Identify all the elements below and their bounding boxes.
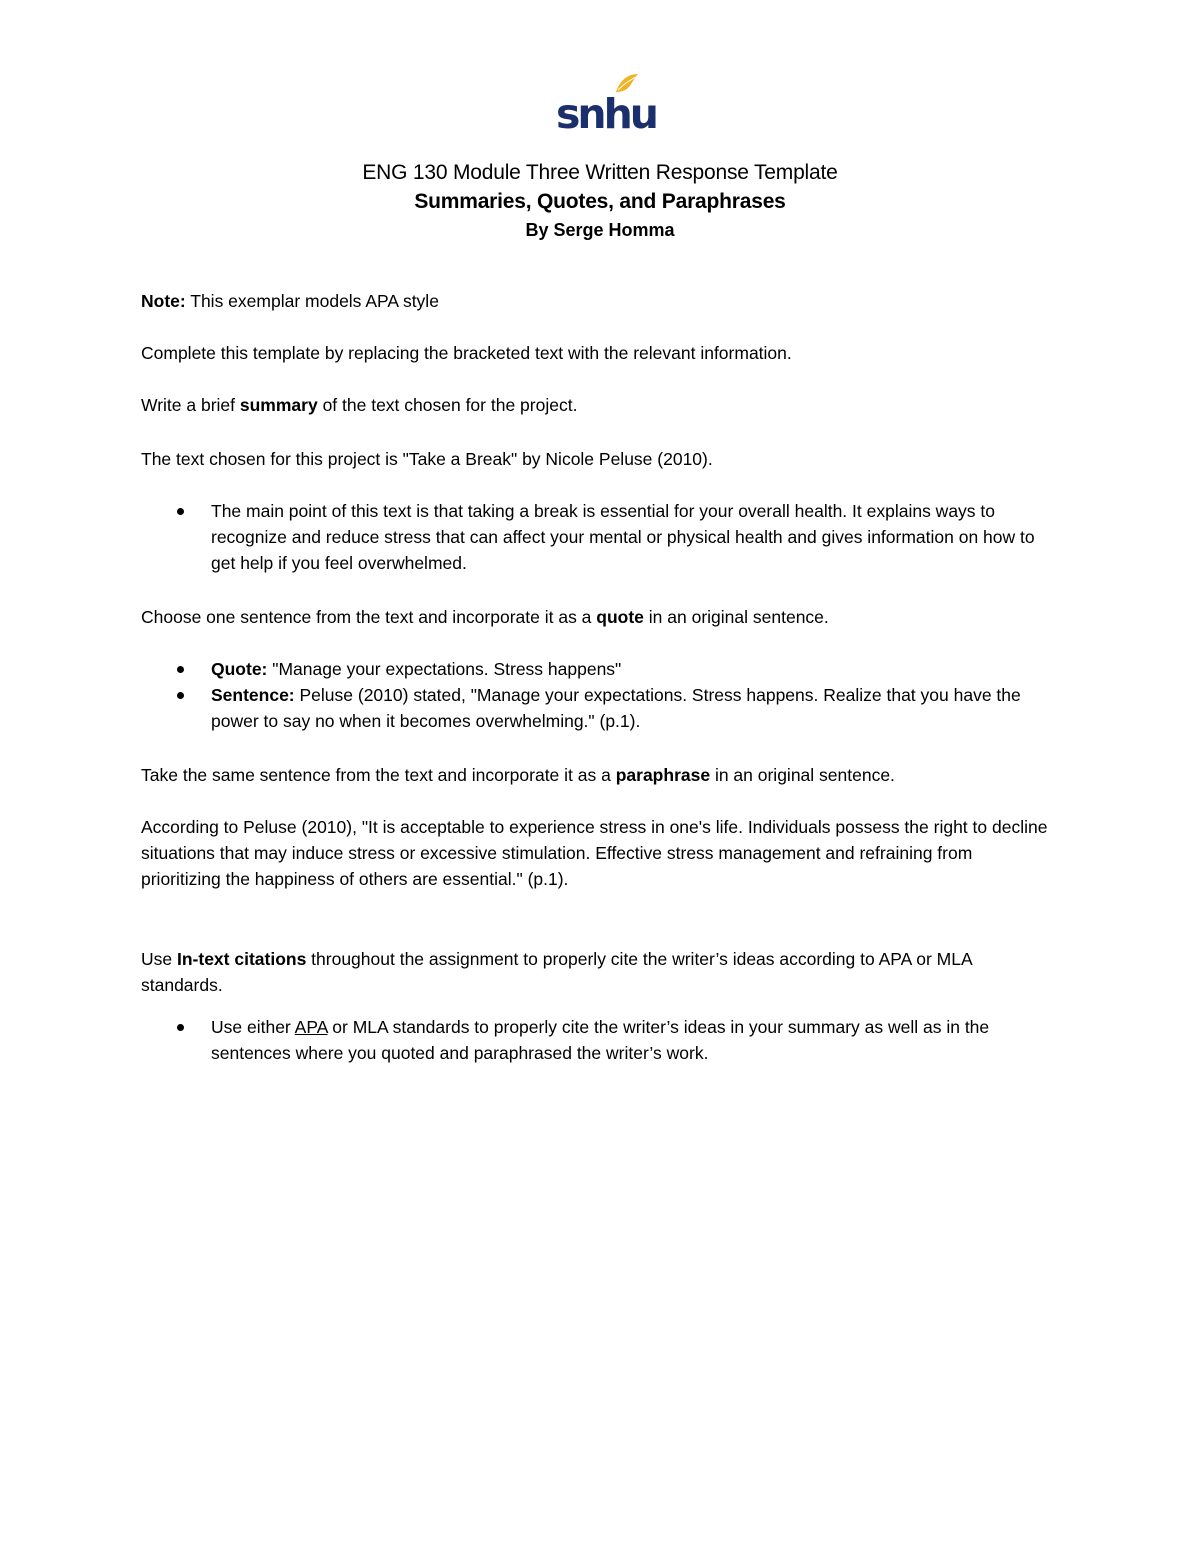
paraphrase-instruction-post: in an original sentence. — [710, 765, 895, 785]
bullet-icon — [177, 692, 184, 699]
paraphrase-instruction — [141, 762, 1051, 788]
document-subtitle: Summaries, Quotes, and Paraphrases — [414, 190, 786, 213]
chosen-text-line: The text chosen for this project is "Take a Break" by Nicole Peluse (2010). — [141, 449, 713, 469]
list-item — [141, 682, 1051, 734]
paraphrase-keyword: paraphrase — [615, 765, 711, 785]
citation-instruction — [141, 946, 1051, 998]
summary-instruction-pre: Write a brief — [141, 395, 240, 415]
note-line — [141, 288, 1051, 314]
document-title: ENG 130 Module Three Written Response Template — [362, 161, 838, 184]
quote-keyword: quote — [596, 607, 644, 627]
sentence-label: Sentence: — [211, 685, 295, 705]
paraphrase-text: According to Peluse (2010), "It is acceptable to experience stress in one's life. Individuals possess the right to decline situations that may induce stress or excessive stimulation. Effective stress management and refraining from prioritizing the happiness of others are essential." (p.1). — [141, 817, 1048, 889]
paraphrase-instruction-pre: Take the same sentence from the text and incorporate it as a — [141, 765, 616, 785]
bullet-icon — [177, 508, 184, 515]
svg-text:snhu: snhu — [556, 90, 656, 138]
quote-instruction-post: in an original sentence. — [643, 607, 829, 627]
summary-instruction — [141, 392, 1051, 418]
quote-instruction-pre: Choose one sentence from the text and incorporate it as a — [141, 607, 597, 627]
list-item — [141, 1014, 1051, 1066]
citation-bullet-pre: Use either — [211, 1017, 295, 1037]
apa-link[interactable]: APA — [294, 1017, 328, 1037]
quote-list — [141, 656, 1051, 734]
summary-keyword: summary — [239, 395, 318, 415]
citation-instruction-post: throughout the assignment to properly cite the writer’s ideas according to APA or MLA standards. — [141, 949, 972, 995]
quote-label: Quote: — [211, 659, 268, 679]
snhu-logo — [554, 72, 656, 138]
list-item — [141, 656, 1051, 682]
citation-list — [141, 1014, 1051, 1066]
note-text: This exemplar models APA style — [185, 291, 439, 311]
citation-bullet-post: or MLA standards to properly cite the writer’s ideas in your summary as well as in the sentences where you quoted and paraphrased the writer’s work. — [211, 1017, 990, 1063]
quote-text: "Manage your expectations. Stress happens" — [267, 659, 622, 679]
document-author: By Serge Homma — [525, 220, 675, 240]
complete-instruction: Complete this template by replacing the bracketed text with the relevant information. — [141, 343, 792, 363]
sentence-text: Peluse (2010) stated, "Manage your expectations. Stress happens. Realize that you have the power to say no when it becomes overwhelming." (p.1). — [211, 685, 1021, 731]
quote-instruction — [141, 604, 1051, 630]
note-label: Note: — [141, 291, 186, 311]
summary-list — [141, 498, 1051, 576]
bullet-icon — [177, 1024, 184, 1031]
citation-keyword: In-text citations — [176, 949, 307, 969]
list-item — [141, 498, 1051, 576]
citation-instruction-pre: Use — [141, 949, 177, 969]
bullet-icon — [177, 666, 184, 673]
document-header — [0, 158, 1200, 245]
summary-instruction-post: of the text chosen for the project. — [317, 395, 578, 415]
summary-bullet-text: The main point of this text is that taking a break is essential for your overall health. It explains ways to recognize and reduce stress that can affect your mental or physical health and gives information on how to get help if you feel overwhelmed. — [211, 501, 1035, 573]
